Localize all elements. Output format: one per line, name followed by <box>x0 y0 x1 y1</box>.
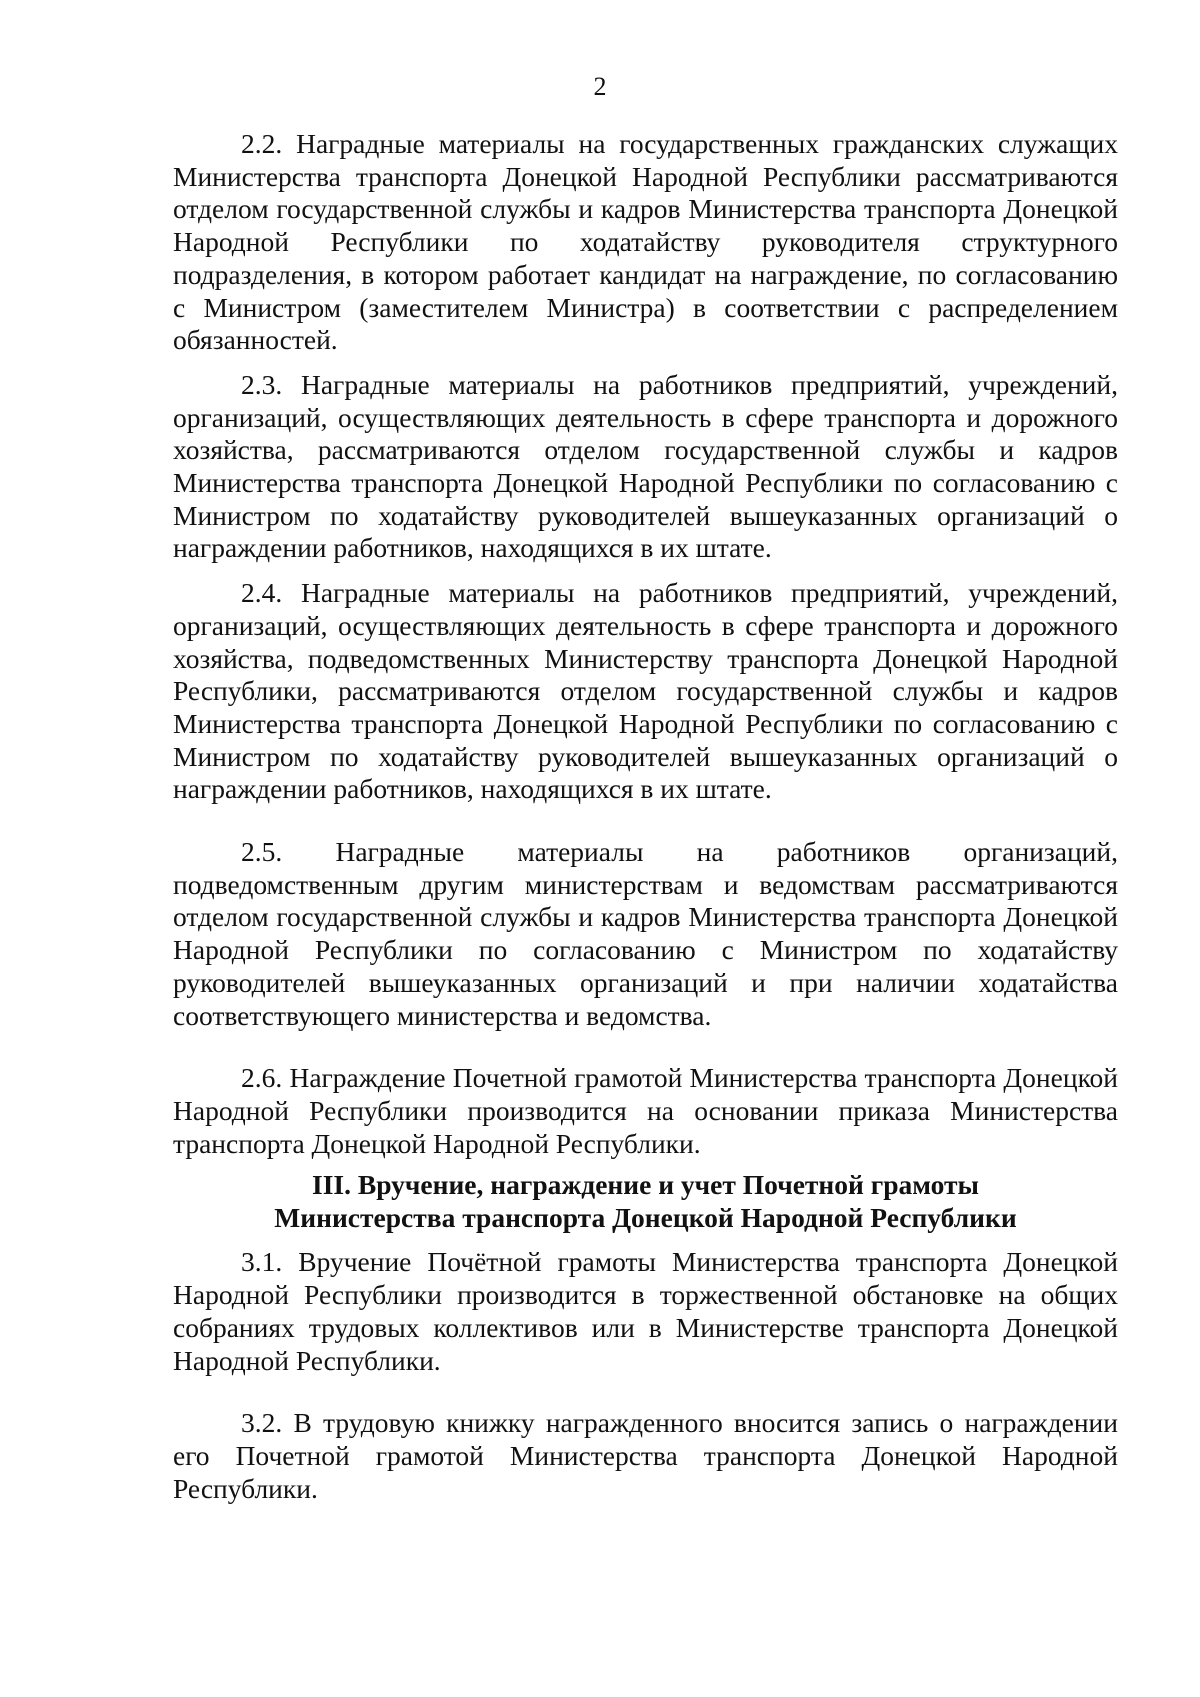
paragraph-2-2: 2.2. Наградные материалы на государственных гражданских служащих Министерства транспорта Донецкой Народной Республики рассматриваются отделом государственной службы и кадров Министерства транспорта Донецкой Народной Республики по ходатайству руководителя структурного подразделения, в котором работает кандидат на награждение, по согласованию с Министром (заместителем Министра) в соответствии с распределением обязанностей. <box>173 128 1118 356</box>
paragraph-2-5: 2.5. Наградные материалы на работников организаций, подведомственным другим министерствам и ведомствам рассматриваются отделом государственной службы и кадров Министерства транспорта Донецкой Народной Республики по согласованию с Министром по ходатайству руководителей вышеуказанных организаций и при наличии ходатайства соответствующего министерства и ведомства. <box>173 836 1118 1031</box>
document-body <box>173 128 1118 1505</box>
paragraph-3-2: 3.2. В трудовую книжку награжденного вносится запись о награждении его Почетной грамотой Министерства транспорта Донецкой Народной Республики. <box>173 1407 1118 1504</box>
paragraph-2-3: 2.3. Наградные материалы на работников предприятий, учреждений, организаций, осуществляющих деятельность в сфере транспорта и дорожного хозяйства, рассматриваются отделом государственной службы и кадров Министерства транспорта Донецкой Народной Республики по согласованию с Министром по ходатайству руководителей вышеуказанных организаций о награждении работников, находящихся в их штате. <box>173 368 1118 564</box>
page-number: 2 <box>593 72 607 101</box>
paragraph-2-4: 2.4. Наградные материалы на работников предприятий, учреждений, организаций, осуществляющих деятельность в сфере транспорта и дорожного хозяйства, подведомственных Министерству транспорта Донецкой Народной Республики, рассматриваются отделом государственной службы и кадров Министерства транспорта Донецкой Народной Республики по согласованию с Министром по ходатайству руководителей вышеуказанных организаций о награждении работников, находящихся в их штате. <box>173 577 1118 805</box>
section-heading-line-1: III. Вручение, награждение и учет Почетной грамоты <box>312 1169 979 1201</box>
section-heading-iii <box>173 1168 1118 1234</box>
paragraph-3-1: 3.1. Вручение Почётной грамоты Министерства транспорта Донецкой Народной Республики производится в торжественной обстановке на общих собраниях трудовых коллективов или в Министерстве транспорта Донецкой Народной Республики. <box>173 1246 1118 1376</box>
paragraph-2-6: 2.6. Награждение Почетной грамотой Министерства транспорта Донецкой Народной Республики производится на основании приказа Министерства транспорта Донецкой Народной Республики. <box>173 1062 1118 1159</box>
section-heading-line-2: Министерства транспорта Донецкой Народной Республики <box>274 1202 1017 1234</box>
